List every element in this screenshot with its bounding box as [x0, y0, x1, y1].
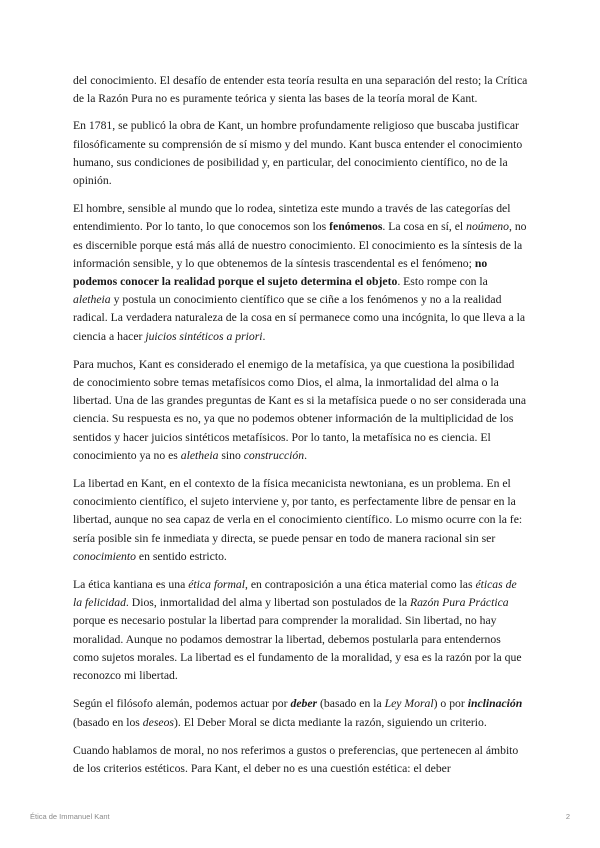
bold-statement: no podemos conocer la realidad porque el sujeto determina el objeto	[73, 256, 488, 289]
text-run: Cuando hablamos de moral, no nos referimos a gustos o preferencias, que pertenecen al ámbito de los criterios estéticos. Para Kant, el deber no es una cuestión estética: el deber	[73, 743, 519, 775]
text-run: . Esto rompe con la	[397, 275, 488, 289]
text-run: (basado en la	[317, 697, 385, 711]
text-run: .	[304, 448, 308, 462]
text-run: . Dios, inmortalidad del alma y libertad son postulados de la	[125, 596, 410, 610]
paragraph-6	[73, 576, 528, 685]
text-run: y postula un conocimiento científico que se ciñe a los fenómenos y no a la realidad radical. La verdadera naturaleza de la cosa en sí permanece como una incógnita, lo que lleva a la ciencia a hacer	[73, 293, 526, 343]
text-run: En 1781, se publicó la obra de Kant, un hombre profundamente religioso que buscaba justificar filosóficamente su comprensión de sí mismo y del mundo. Kant busca entender el conocimiento humano, sus condiciones de posibilidad y, en particular, del conocimiento científico, no de la opinión.	[73, 119, 523, 188]
paragraph-7	[73, 695, 528, 731]
bold-term-fenomenos: fenómenos	[329, 220, 383, 234]
text-run: La ética kantiana es una	[73, 578, 189, 592]
body-text	[73, 72, 528, 788]
page-number: 2	[565, 812, 570, 821]
text-run: .	[262, 329, 266, 343]
text-run: La libertad en Kant, en el contexto de la física mecanicista newtoniana, es un problema. En el conocimiento científico, el sujeto interviene y, por tanto, es perfectamente libre de pensar en la libertad, aunque no sea capaz de verla en el conocimiento científico. Lo mismo ocurre con la fe: sería posible sin fe inmediata y directa, se puede pensar en todo de manera racional sin ser	[73, 477, 523, 545]
italic-term-ley-moral: Ley Moral	[384, 697, 434, 711]
paragraph-5	[73, 475, 528, 566]
paragraph-2	[73, 117, 528, 190]
italic-term-deseos: deseos	[142, 715, 174, 729]
footer-title: Ética de Immanuel Kant	[30, 812, 110, 821]
italic-term-juicios: juicios sintéticos a priori	[145, 329, 263, 343]
italic-term-aletheia: aletheia	[180, 448, 219, 462]
text-run: del conocimiento. El desafío de entender esta teoría resulta en una separación del resto; la Crítica de la Razón Pura no es puramente teórica y sienta las bases de la teoría moral de Kant.	[73, 74, 528, 106]
italic-term-etica-formal: ética formal	[188, 578, 246, 592]
paragraph-4	[73, 356, 528, 465]
text-run: , en contraposición a una ética material como las	[245, 578, 476, 592]
text-run: ) o por	[433, 697, 468, 711]
text-run: ). El Deber Moral se dicta mediante la razón, siguiendo un criterio.	[173, 715, 487, 729]
italic-term-noumeno: noúmeno	[466, 220, 509, 234]
text-run: (basado en los	[73, 715, 143, 729]
italic-term-aletheia: aletheia	[73, 293, 111, 307]
text-run: porque es necesario postular la libertad para comprender la moralidad. Sin libertad, no hay moralidad. Aunque no podamos demostrar la libertad, debemos postularla para entendernos como sujetos morales. La libertad es el fundamento de la moralidad, y esa es la razón por la que reconozco mi libertad.	[73, 614, 522, 683]
italic-term-construccion: construcción	[243, 448, 305, 462]
text-run: Para muchos, Kant es considerado el enemigo de la metafísica, ya que cuestiona la posibilidad de conocimiento sobre temas metafísicos como Dios, el alma, la inmortalidad del alma o la libertad. Una de las grandes preguntas de Kant es si la metafísica puede o no ser considerada una ciencia. Su respuesta es no, ya que no podemos obtener información de la multiplicidad de los sentidos y hacer juicios sintéticos metafísicos. Por lo tanto, la metafísica no es ciencia. El conocimiento ya no es	[73, 357, 527, 462]
italic-term-razon-pura-practica: Razón Pura Práctica	[409, 596, 509, 610]
bold-italic-term-deber: deber	[290, 697, 318, 711]
bold-italic-term-inclinacion: inclinación	[467, 697, 523, 711]
page-footer	[30, 812, 570, 824]
italic-term-conocimiento: conocimiento	[73, 549, 136, 563]
italic-term-eticas-felicidad: éticas de la felicidad	[73, 578, 517, 610]
text-run: sino	[218, 448, 244, 462]
text-run: en sentido estricto.	[135, 549, 227, 563]
paragraph-3	[73, 200, 528, 346]
text-run: . La cosa en sí, el	[382, 220, 467, 234]
text-run: El hombre, sensible al mundo que lo rodea, sintetiza este mundo a través de las categorías del entendimiento. Por lo tanto, lo que conocemos son los	[73, 202, 511, 234]
paragraph-8	[73, 742, 528, 778]
paragraph-1	[73, 72, 528, 108]
text-run: , no es discernible porque está más allá de nuestro conocimiento. El conocimiento es la síntesis de la información sensible, y lo que obtenemos de la síntesis trascendental es el fenómeno;	[73, 220, 527, 270]
text-run: Según el filósofo alemán, podemos actuar por	[73, 697, 291, 711]
